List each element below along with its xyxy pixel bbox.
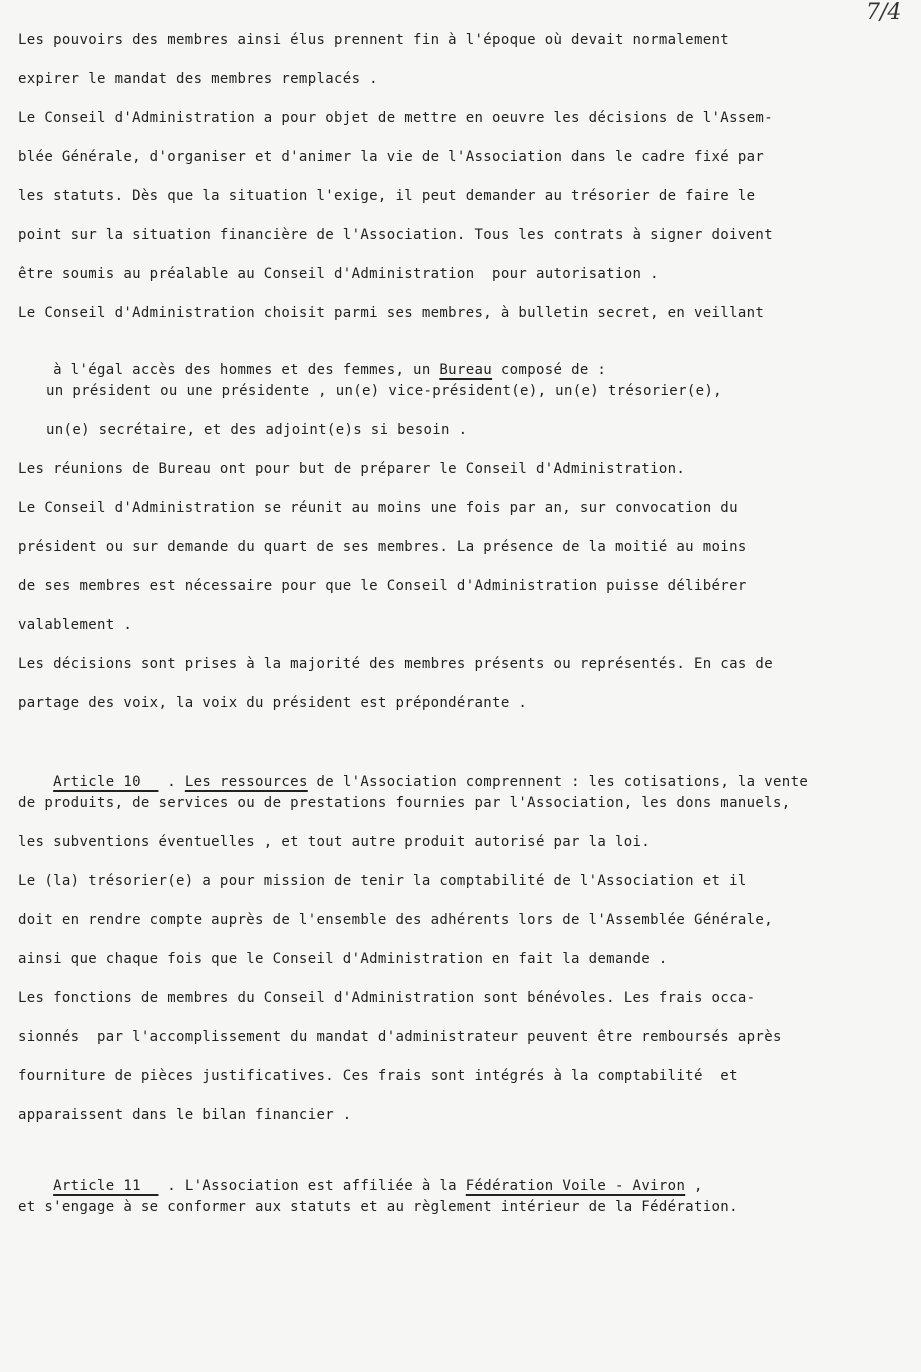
federation-name: Fédération Voile - Aviron [465,1178,686,1194]
text-line: fourniture de pièces justificatives. Ces frais sont intégrés à la comptabilité et [18,1068,738,1084]
text-line: Les fonctions de membres du Conseil d'Administration sont bénévoles. Les frais occa- [18,990,756,1006]
text-line: Les pouvoirs des membres ainsi élus prennent fin à l'époque où devait normalement [18,32,730,48]
text-line: président ou sur demande du quart de ses membres. La présence de la moitié au moins [18,539,747,555]
article-10-heading: Article 10 [53,774,159,790]
text-line: ainsi que chaque fois que le Conseil d'Administration en fait la demande . [18,951,668,967]
ressources-term: Les ressources [184,774,308,790]
text-line: apparaissent dans le bilan financier . [18,1107,352,1123]
text-line: point sur la situation financière de l'Association. Tous les contrats à signer doivent [18,227,773,243]
text-line: valablement . [18,617,133,633]
text-line: les statuts. Dès que la situation l'exige, il peut demander au trésorier de faire le [18,188,756,204]
text-span: composé de : [492,362,607,378]
text-line: de ses membres est nécessaire pour que le Conseil d'Administration puisse délibérer [18,578,747,594]
page-number: 7/4 [866,0,902,25]
text-line: Le Conseil d'Administration choisit parmi ses membres, à bulletin secret, en veillant [18,305,765,321]
text-span: à l'égal accès des hommes et des femmes, un [53,362,440,378]
text-line: Le (la) trésorier(e) a pour mission de tenir la comptabilité de l'Association et il [18,873,747,889]
article-11-heading: Article 11 [53,1178,159,1194]
text-span: de l'Association comprennent : les cotisations, la vente [307,774,809,790]
text-line: sionnés par l'accomplissement du mandat d'administrateur peuvent être remboursés après [18,1029,782,1045]
text-line: Le Conseil d'Administration se réunit au moins une fois par an, sur convocation du [18,500,738,516]
text-line: de produits, de services ou de prestations fournies par l'Association, les dons manuels, [18,795,791,811]
text-line: et s'engage à se conformer aux statuts et au règlement intérieur de la Fédération. [18,1199,738,1215]
text-line: doit en rendre compte auprès de l'ensemble des adhérents lors de l'Assemblée Générale, [18,912,773,928]
text-line: partage des voix, la voix du président est prépondérante . [18,695,528,711]
text-line: Les réunions de Bureau ont pour but de préparer le Conseil d'Administration. [18,461,686,477]
text-span: . [158,774,185,790]
text-line: expirer le mandat des membres remplacés . [18,71,378,87]
text-span: . L'Association est affiliée à la [158,1178,466,1194]
text-line: un président ou une présidente , un(e) vice-président(e), un(e) trésorier(e), [46,383,722,399]
text-line: un(e) secrétaire, et des adjoint(e)s si besoin . [46,422,468,438]
text-span: , [685,1178,703,1194]
text-line: Les décisions sont prises à la majorité des membres présents ou représentés. En cas de [18,656,773,672]
text-line: les subventions éventuelles , et tout autre produit autorisé par la loi. [18,834,651,850]
text-line: blée Générale, d'organiser et d'animer la vie de l'Association dans le cadre fixé par [18,149,765,165]
text-line: Le Conseil d'Administration a pour objet de mettre en oeuvre les décisions de l'Assem- [18,110,773,126]
text-line: être soumis au préalable au Conseil d'Administration pour autorisation . [18,266,659,282]
bureau-term: Bureau [439,362,493,378]
